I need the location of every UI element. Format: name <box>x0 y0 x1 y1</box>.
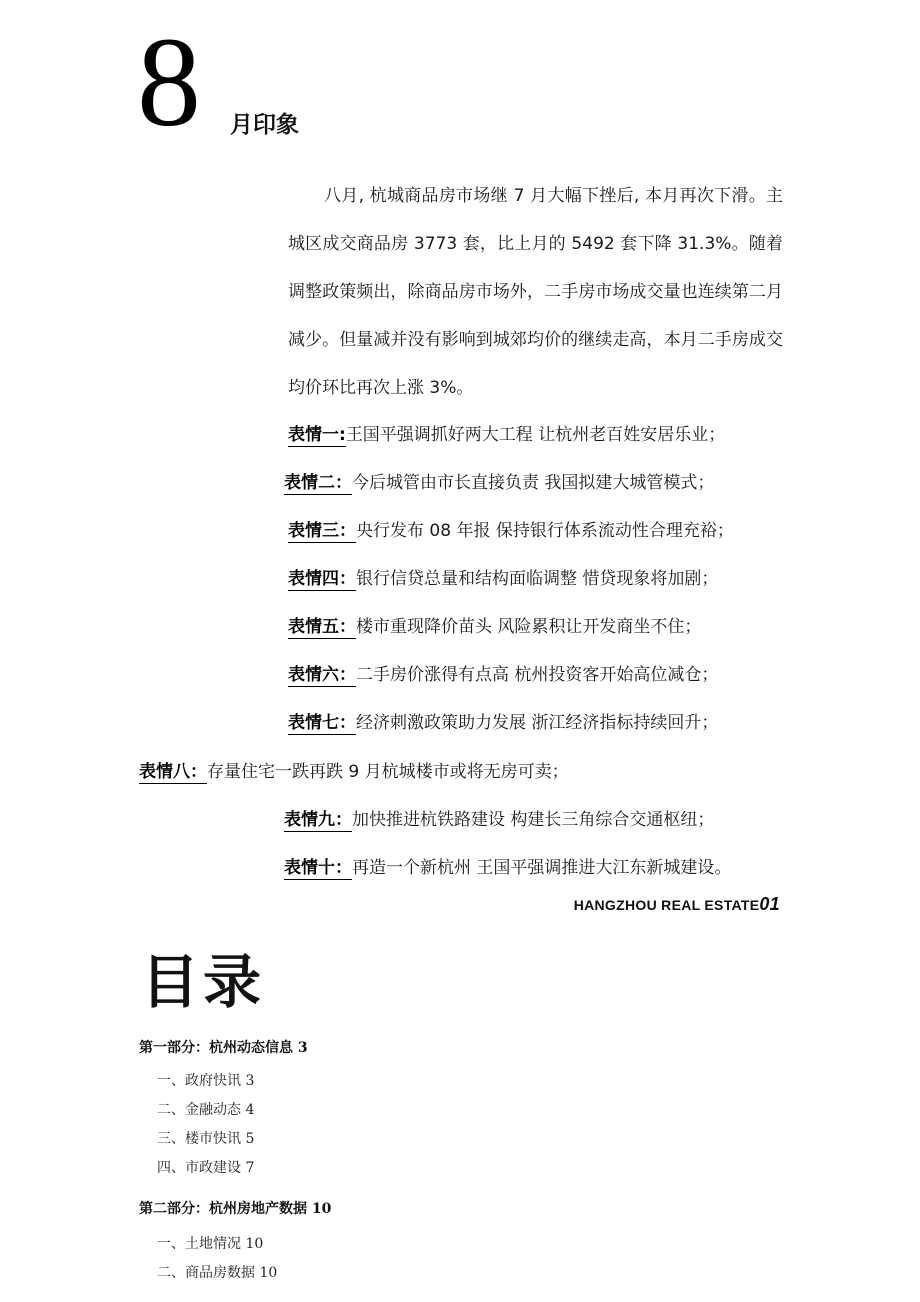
expression-item-1 <box>288 420 725 445</box>
expression-text: 楼市重现降价苗头 风险累积让开发商坐不住； <box>356 617 702 637</box>
page-number: 01 <box>759 894 780 914</box>
expression-text: 王国平强调抓好两大工程 让杭州老百姓安居乐业； <box>345 425 726 445</box>
expression-item-10 <box>284 853 731 878</box>
page-title: 月印象 <box>230 112 299 138</box>
expression-text: 经济刺激政策助力发展 浙江经济指标持续回升； <box>356 713 719 733</box>
intro-paragraph: 八月, 杭城商品房市场继 7 月大幅下挫后, 本月再次下滑。主城区成交商品房 3773 套，比上月的 5492 套下降 31.3%。随着调整政策频出，除商品房市场外，二手房市场成交量也连续第二月减少。但量减并没有影响到城郊均价的继续走高，本月二手房成交均价环比再次上涨 3%。 <box>288 186 783 398</box>
expression-label: 表情一: <box>288 425 346 445</box>
expression-item-8 <box>139 757 569 782</box>
expression-text: 再造一个新杭州 王国平强调推进大江东新城建设。 <box>352 858 732 878</box>
expression-text: 央行发布 08 年报 保持银行体系流动性合理充裕； <box>356 521 734 541</box>
expression-label: 表情七： <box>288 713 356 733</box>
toc-part-2[interactable]: 第二部分：杭州房地产数据 10 <box>139 1201 332 1217</box>
expression-item-9 <box>284 805 714 830</box>
expression-label: 表情四： <box>288 569 356 589</box>
expression-item-6 <box>288 660 718 685</box>
toc-item[interactable]: 二、金融动态 4 <box>157 1102 255 1118</box>
page-footer <box>574 894 780 915</box>
expression-label: 表情五： <box>288 617 356 637</box>
toc-item[interactable]: 三、楼市快讯 5 <box>157 1131 255 1147</box>
toc-title: 目录 <box>141 948 266 1016</box>
footer-brand: HANGZHOU REAL ESTATE <box>573 897 760 913</box>
month-number: 8 <box>137 11 201 153</box>
expression-label: 表情六： <box>288 665 356 685</box>
expression-label: 表情三： <box>288 521 356 541</box>
expression-label: 表情二： <box>284 473 352 493</box>
expression-text: 今后城管由市长直接负责 我国拟建大城管模式； <box>352 473 715 493</box>
expression-item-2 <box>284 468 714 493</box>
expression-label: 表情九： <box>284 810 352 830</box>
expression-item-3 <box>288 516 734 541</box>
toc-item[interactable]: 四、市政建设 7 <box>157 1160 255 1176</box>
expression-label: 表情十： <box>284 858 352 878</box>
toc-item[interactable]: 二、商品房数据 10 <box>157 1265 278 1281</box>
expression-text: 二手房价涨得有点高 杭州投资客开始高位减仓； <box>356 665 719 685</box>
expression-item-7 <box>288 708 718 733</box>
expression-text: 银行信贷总量和结构面临调整 惜贷现象将加剧； <box>356 569 719 589</box>
toc-item[interactable]: 一、政府快讯 3 <box>157 1073 255 1089</box>
intro-section <box>288 172 783 412</box>
expression-text: 加快推进杭铁路建设 构建长三角综合交通枢纽； <box>352 810 715 830</box>
toc-part-1[interactable]: 第一部分：杭州动态信息 3 <box>139 1040 308 1056</box>
expression-item-5 <box>288 612 701 637</box>
expression-text: 存量住宅一跌再跌 9 月杭城楼市或将无房可卖； <box>207 762 569 782</box>
expression-label: 表情八： <box>139 762 207 782</box>
expression-item-4 <box>288 564 718 589</box>
toc-item[interactable]: 一、土地情况 10 <box>157 1236 264 1252</box>
